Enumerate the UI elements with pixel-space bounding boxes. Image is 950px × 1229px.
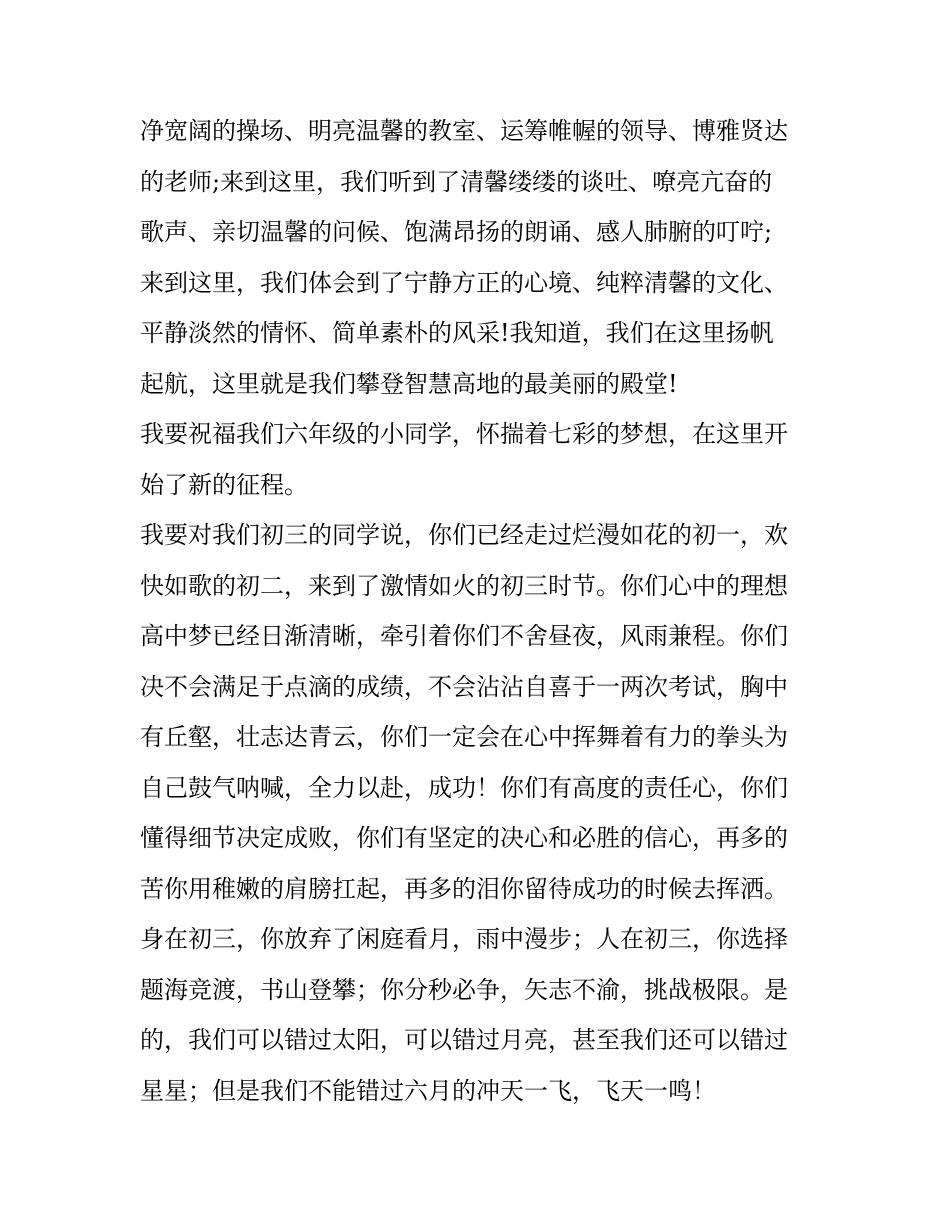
text-line: 身在初三，你放弃了闲庭看月，雨中漫步；人在初三，你选择 xyxy=(140,925,788,953)
text-line: 始了新的征程。 xyxy=(140,470,308,499)
text-line: 决不会满足于点滴的成绩，不会沾沾自喜于一两次考试，胸中 xyxy=(140,672,788,701)
text-line: 高中梦已经日渐清晰，牵引着你们不舍昼夜，风雨兼程。你们 xyxy=(140,622,788,650)
text-line: 平静淡然的情怀、简单素朴的风采!我知道，我们在这里扬帆 xyxy=(140,319,774,347)
text-line: 的，我们可以错过太阳，可以错过月亮，甚至我们还可以错过 xyxy=(140,1026,788,1054)
text-line: 自己鼓气呐喊，全力以赴，成功！你们有高度的责任心，你们 xyxy=(140,773,788,802)
text-line: 我要对我们初三的同学说，你们已经走过烂漫如花的初一，欢 xyxy=(140,521,788,549)
text-line: 我要祝福我们六年级的小同学，怀揣着七彩的梦想，在这里开 xyxy=(140,420,788,448)
text-line: 的老师;来到这里，我们听到了清馨缕缕的谈吐、嘹亮亢奋的 xyxy=(140,167,773,196)
text-line: 星星；但是我们不能错过六月的冲天一飞，飞天一鸣！ xyxy=(140,1076,716,1105)
document-body xyxy=(140,106,830,1116)
text-line: 起航，这里就是我们攀登智慧高地的最美丽的殿堂! xyxy=(140,369,678,398)
text-line: 懂得细节决定成败，你们有坚定的决心和必胜的信心，再多的 xyxy=(140,824,788,852)
text-line: 来到这里，我们体会到了宁静方正的心境、纯粹清馨的文化、 xyxy=(140,268,788,297)
text-line: 歌声、亲切温馨的问候、饱满昂扬的朗诵、感人肺腑的叮咛; xyxy=(140,218,773,246)
text-line: 苦你用稚嫩的肩膀扛起，再多的泪你留待成功的时候去挥洒。 xyxy=(140,874,788,903)
text-line: 快如歌的初二，来到了激情如火的初三时节。你们心中的理想 xyxy=(140,571,788,600)
text-line: 有丘壑，壮志达青云，你们一定会在心中挥舞着有力的拳头为 xyxy=(140,723,788,751)
text-line: 净宽阔的操场、明亮温馨的教室、运筹帷幄的领导、博雅贤达 xyxy=(140,117,788,145)
text-line: 题海竞渡，书山登攀；你分秒必争，矢志不渝，挑战极限。是 xyxy=(140,975,788,1004)
